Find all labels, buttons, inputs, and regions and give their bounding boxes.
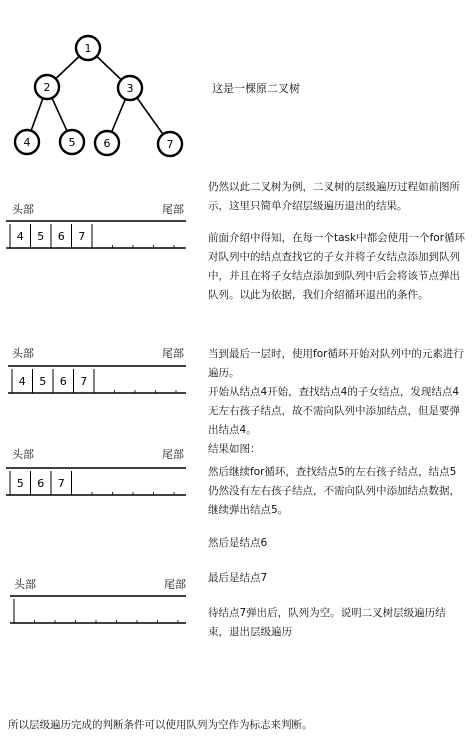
tree-node-7 xyxy=(158,132,182,156)
paragraph-9: 待结点7弹出后，队列为空。说明二叉树层级遍历结束，退出层级遍历 xyxy=(208,607,446,638)
queue-4-head-label: 头部 xyxy=(14,578,36,591)
tree-node-2 xyxy=(35,75,59,99)
queue-3-head-label: 头部 xyxy=(12,448,34,461)
tree-node-label: 2 xyxy=(43,81,51,94)
tree-node-label: 3 xyxy=(126,82,134,95)
paragraph-8: 最后是结点7 xyxy=(208,572,268,584)
footer-note: 所以层级遍历完成的判断条件可以使用队列为空作为标志来判断。 xyxy=(8,719,313,731)
queue-2-head-label: 头部 xyxy=(12,347,34,360)
queue-item: 6 xyxy=(37,477,45,490)
paragraph-7: 然后是结点6 xyxy=(208,537,268,549)
paragraph-4: 开始从结点4开始，查找结点4的子女结点，发现结点4无左右孩子结点，故不需向队列中添加结点，但是要弹出结点4。 xyxy=(208,386,460,436)
binary-tree-diagram xyxy=(0,0,200,170)
queue-item: 6 xyxy=(59,375,67,388)
queue-item: 7 xyxy=(78,230,86,243)
queue-1-tail-label: 尾部 xyxy=(162,203,184,216)
paragraph-end xyxy=(208,604,466,642)
paragraph-2: 前面介绍中得知，在每一个task中都会使用一个for循环对队列中的结点查找它的子女并将子女结点添加到队列中，并且在将子女结点添加到队列中后会将该节点弹出队列。以此为依据，我们介绍循环退出的条件。 xyxy=(208,232,466,301)
queue-item: 5 xyxy=(39,375,47,388)
queue-item: 6 xyxy=(57,230,65,243)
paragraph-1: 仍然以此二叉树为例，二叉树的层级遍历过程如前图所示，这里只简单介绍层级遍历退出的结果。 xyxy=(208,181,460,212)
tree-node-label: 5 xyxy=(68,136,76,149)
tree-caption: 这是一棵原二叉树 xyxy=(212,82,300,95)
paragraph-intro xyxy=(208,178,466,216)
queue-item: 7 xyxy=(80,375,88,388)
tree-node-4 xyxy=(15,130,39,154)
paragraph-node7 xyxy=(208,569,466,588)
tree-node-label: 6 xyxy=(103,137,111,150)
queue-4-empty xyxy=(0,590,200,630)
queue-3 xyxy=(0,462,200,502)
tree-node-1 xyxy=(76,36,100,60)
paragraph-node5 xyxy=(208,463,466,520)
tree-node-3 xyxy=(118,76,142,100)
tree-node-5 xyxy=(60,130,84,154)
paragraph-5: 结果如图： xyxy=(208,443,261,455)
queue-1 xyxy=(0,215,200,255)
queue-2 xyxy=(0,360,200,400)
queue-item: 4 xyxy=(18,375,26,388)
queue-3-tail-label: 尾部 xyxy=(162,448,184,461)
queue-4-tail-label: 尾部 xyxy=(164,578,186,591)
queue-2-tail-label: 尾部 xyxy=(162,347,184,360)
tree-node-label: 7 xyxy=(166,138,174,151)
queue-item: 5 xyxy=(37,230,45,243)
paragraph-task xyxy=(208,229,466,305)
queue-1-head-label: 头部 xyxy=(12,203,34,216)
queue-item: 5 xyxy=(16,477,24,490)
paragraph-6: 然后继续for循环，查找结点5的左右孩子结点，结点5仍然没有左右孩子结点，不需向队列中添加结点数据，继续弹出结点5。 xyxy=(208,466,460,516)
paragraph-3: 当到最后一层时，使用for循环开始对队列中的元素进行遍历。 xyxy=(208,348,464,379)
queue-item: 4 xyxy=(16,230,24,243)
tree-node-6 xyxy=(95,131,119,155)
tree-node-label: 1 xyxy=(84,42,92,55)
paragraph-last-level xyxy=(208,345,466,459)
paragraph-node6 xyxy=(208,534,466,553)
queue-item: 7 xyxy=(57,477,65,490)
tree-node-label: 4 xyxy=(23,136,31,149)
